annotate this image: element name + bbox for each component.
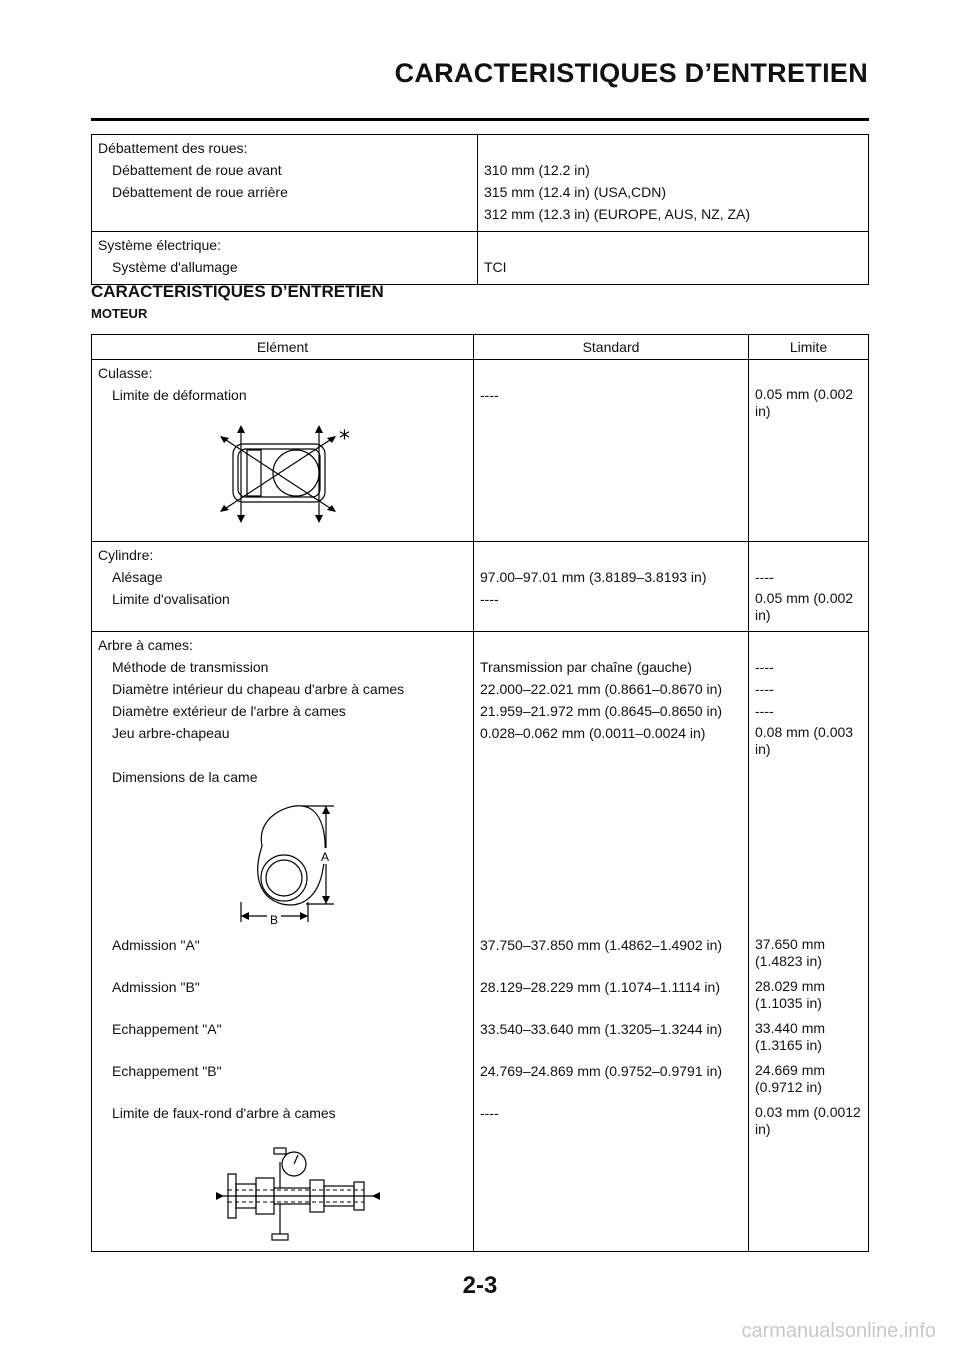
table-row <box>92 632 869 1252</box>
cam-label-b: B <box>270 913 279 926</box>
cam-label-a: A <box>321 850 330 864</box>
cylinder-head-warpage-diagram <box>211 422 371 532</box>
row-label: Débattement de roue arrière <box>112 184 288 200</box>
row-value: 312 mm (12.3 in) (EUROPE, AUS, NZ, ZA) <box>484 206 751 222</box>
standard-value: 22.000–22.021 mm (0.8661–0.8670 in) <box>480 681 723 697</box>
standard-value: Transmission par chaîne (gauche) <box>480 659 692 675</box>
row-label: Limite de déformation <box>112 387 247 403</box>
row-label <box>98 205 471 227</box>
row-label: Admission "B" <box>112 979 200 995</box>
limit-value: 37.650 mm (1.4823 in) <box>755 936 826 969</box>
limit-value: 0.05 mm (0.002 in) <box>755 386 854 419</box>
row-label: Admission "A" <box>112 937 200 953</box>
standard-value: 21.959–21.972 mm (0.8645–0.8650 in) <box>480 703 723 719</box>
suspension-electrical-table <box>91 134 869 285</box>
standard-value: 97.00–97.01 mm (3.8189–3.8193 in) <box>480 569 707 585</box>
standard-value: 33.540–33.640 mm (1.3205–1.3244 in) <box>480 1021 723 1037</box>
row-value: 315 mm (12.4 in) (USA,CDN) <box>484 184 667 200</box>
section-subtitle: MOTEUR <box>91 306 148 321</box>
row-label: Alésage <box>112 569 163 585</box>
row-label: Diamètre extérieur de l'arbre à cames <box>112 703 346 719</box>
row-label: Diamètre intérieur du chapeau d'arbre à cames <box>112 681 405 697</box>
group-heading: Débattement des roues: <box>98 140 248 156</box>
limit-value: ---- <box>755 681 774 697</box>
column-header-standard: Standard <box>474 335 749 360</box>
standard-value: ---- <box>480 1105 499 1121</box>
table-row <box>92 360 869 542</box>
header-divider <box>91 118 869 121</box>
standard-value: ---- <box>480 387 499 403</box>
row-label: Débattement de roue avant <box>112 162 282 178</box>
standard-value: 24.769–24.869 mm (0.9752–0.9791 in) <box>480 1063 723 1079</box>
limit-value: 33.440 mm (1.3165 in) <box>755 1020 826 1053</box>
cam-lobe-diagram <box>234 796 374 926</box>
standard-value: 0.028–0.062 mm (0.0011–0.0024 in) <box>480 725 706 741</box>
standard-value: ---- <box>480 591 499 607</box>
row-label: Système d'allumage <box>112 259 238 275</box>
limit-value: 28.029 mm (1.1035 in) <box>755 978 826 1011</box>
row-label: Echappement "A" <box>112 1021 222 1037</box>
page-header-title: CARACTERISTIQUES D’ENTRETIEN <box>394 58 868 88</box>
row-label: Jeu arbre-chapeau <box>112 725 230 741</box>
row-label: Limite de faux-rond d'arbre à cames <box>112 1105 336 1121</box>
asterisk-mark: * <box>339 427 350 452</box>
group-heading: Arbre à cames: <box>98 637 193 653</box>
row-value: TCI <box>484 259 507 275</box>
row-label: Echappement "B" <box>112 1063 222 1079</box>
table-row <box>92 135 869 232</box>
camshaft-runout-diagram <box>214 1144 384 1244</box>
standard-value: 28.129–28.229 mm (1.1074–1.1114 in) <box>480 979 720 995</box>
row-value: 310 mm (12.2 in) <box>484 162 590 178</box>
limit-value: 0.05 mm (0.002 in) <box>755 590 854 623</box>
row-label: Limite d'ovalisation <box>112 591 230 607</box>
table-row <box>92 542 869 632</box>
page-number: 2-3 <box>462 1272 498 1299</box>
group-heading: Système électrique: <box>98 237 221 253</box>
table-row <box>92 232 869 285</box>
limit-value: ---- <box>755 659 774 675</box>
standard-value: 37.750–37.850 mm (1.4862–1.4902 in) <box>480 937 723 953</box>
group-heading: Cylindre: <box>98 547 154 563</box>
limit-value: 0.08 mm (0.003 in) <box>755 724 854 757</box>
column-header-limit: Limite <box>749 335 869 360</box>
dimensions-label: Dimensions de la came <box>112 769 258 785</box>
table-header-row <box>92 335 869 360</box>
limit-value: ---- <box>755 703 774 719</box>
column-header-element: Elément <box>92 335 474 360</box>
section-title: CARACTERISTIQUES D’ENTRETIEN <box>91 282 384 301</box>
watermark-text: carmanualsonline.info <box>741 1320 936 1342</box>
group-heading: Culasse: <box>98 365 153 381</box>
limit-value: 0.03 mm (0.0012 in) <box>755 1104 861 1137</box>
engine-spec-table <box>91 334 869 1252</box>
row-label: Méthode de transmission <box>112 659 269 675</box>
limit-value: ---- <box>755 569 774 585</box>
limit-value: 24.669 mm (0.9712 in) <box>755 1062 826 1095</box>
